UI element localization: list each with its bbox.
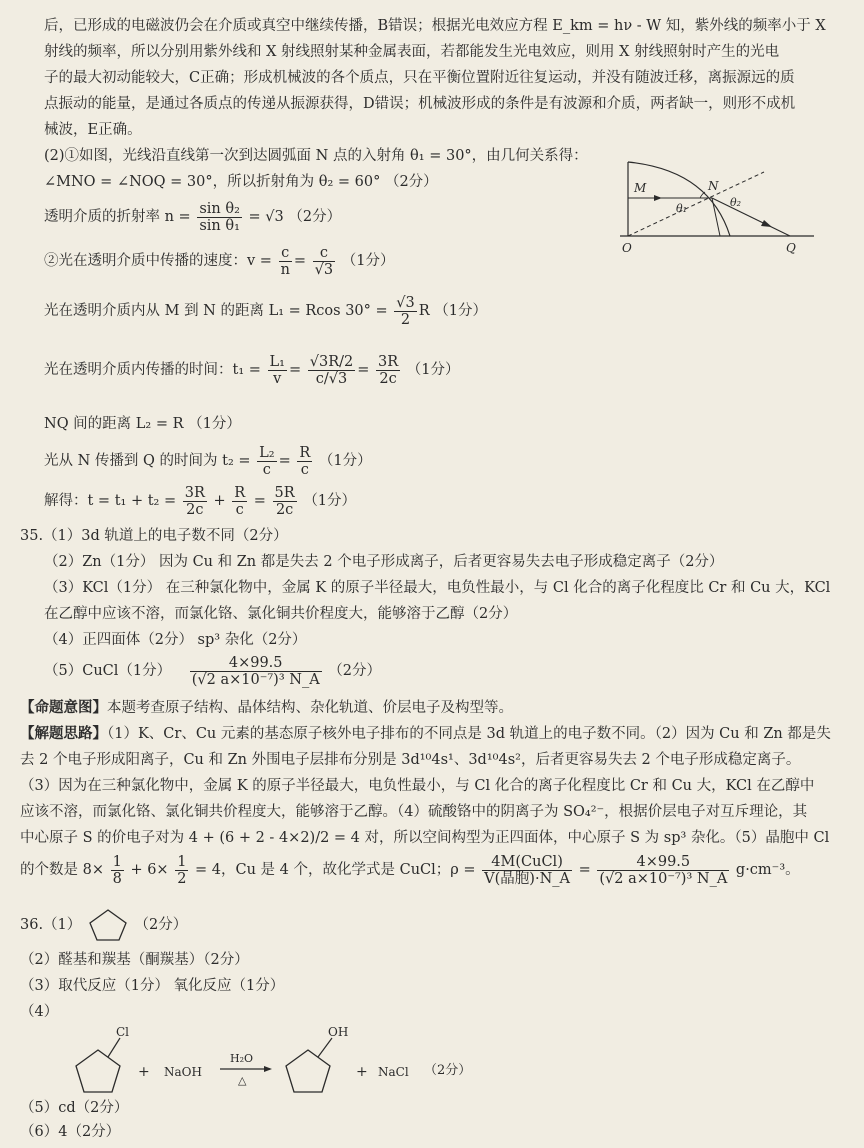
text-line: （4）正四面体（2分） sp³ 杂化（2分）: [44, 632, 307, 648]
bond: [318, 1038, 332, 1057]
fraction: [268, 354, 287, 387]
fraction: [197, 201, 242, 234]
numerator: 1: [112, 853, 122, 870]
text: 解得：t = t₁ + t₂ =: [44, 493, 177, 509]
text-line: （2）醛基和羰基（酮羰基）（2分）: [20, 952, 249, 968]
formula-line: ②光在透明介质中传播的速度：v = $\frac{c}{n}$ = $\frac{c}{√3}$ （1分）: [44, 244, 395, 278]
formula-line: [44, 654, 842, 688]
text-line: 射线的频率，所以分别用紫外线和 X 射线照射某种金属表面，若都能发生光电效应，则用 X 射线照射时产生的光电: [44, 44, 780, 60]
text-line: (2)①如图，光线沿直线第一次到达圆弧面 N 点的入射角 θ₁ = 30°，由几何关系得：: [44, 148, 588, 164]
fraction: [190, 655, 322, 688]
denominator: 2c: [186, 501, 204, 518]
atom-cl: Cl: [116, 1025, 130, 1039]
text-line: 中心原子 S 的价电子对为 4 + (6 + 2 - 4×2)/2 = 4 对，所以空间构型为正四面体，中心原子 S 为 sp³ 杂化。（5）晶胞中 Cl: [20, 830, 830, 846]
numerator: 4×99.5: [190, 655, 322, 672]
text: 光在透明介质内传播的时间：t₁ =: [44, 362, 261, 378]
optics-diagram: [614, 150, 820, 260]
formula-line: 光从 N 传播到 Q 的时间为 t₂ = $\frac{\text{L₂}}{c}$ = $\frac{R}{c}$ （1分）: [44, 444, 372, 478]
numerator: R: [299, 444, 311, 461]
text: ②光在透明介质中传播的速度：v =: [44, 253, 272, 269]
denominator: c: [300, 461, 309, 478]
fraction: [232, 485, 247, 518]
numerator: L₂: [259, 444, 275, 461]
denominator: 2c: [379, 370, 397, 387]
denominator: v: [273, 370, 282, 387]
fraction: [297, 445, 312, 478]
text: （1）K、Cr、Cu 元素的基态原子核外电子排布的不同点是 3d 轨道上的电子数不同。（2）因为 Cu 和 Zn 都是失: [107, 726, 831, 742]
text: （2分）: [328, 663, 382, 679]
fraction: [111, 854, 124, 887]
fraction: [175, 854, 188, 887]
denominator: 2c: [275, 501, 294, 518]
text-line: （2）Zn（1分） 因为 Cu 和 Zn 都是失去 2 个电子形成离子，后者更容易失去电子形成稳定离子（2分）: [44, 554, 724, 570]
tag-intent: 【命题意图】: [20, 699, 107, 716]
fraction: [394, 295, 416, 328]
tag-idea: 【解题思路】: [20, 725, 107, 742]
numerator: c: [279, 245, 292, 262]
numerator: sin θ₂: [199, 200, 240, 217]
fraction: [279, 245, 292, 278]
label-theta2: θ₂: [730, 196, 742, 209]
fraction: [183, 485, 207, 518]
formula-line: [20, 852, 842, 888]
text: （1分）: [406, 362, 460, 378]
text-line: （3）因为在三种氯化物中，金属 K 的原子半径最大，电负性最小，与 Cl 化合的离子化程度比 Cr 和 Cu 大，KCl 在乙醇中: [20, 778, 815, 794]
numerator: L₁: [269, 353, 285, 370]
text: +: [213, 493, 226, 509]
text: （1分）: [341, 253, 395, 269]
label-O: O: [622, 241, 632, 255]
formula-line: [44, 484, 842, 518]
text-line: （3）取代反应（1分） 氧化反应（1分）: [20, 978, 285, 994]
numerator: R: [234, 484, 246, 501]
cyclopentanol-ring: [286, 1050, 330, 1092]
plus-sign: +: [356, 1064, 368, 1080]
text: 光在透明介质内从 M 到 N 的距离 L₁ = Rcos 30° =: [44, 303, 388, 319]
fraction: [308, 354, 356, 387]
label-N: N: [708, 179, 719, 193]
numerator: 4×99.5: [597, 854, 729, 871]
denominator: n: [280, 261, 290, 278]
text: 的个数是 8×: [20, 862, 104, 878]
chord: [712, 198, 720, 236]
text: （2分）: [134, 917, 188, 933]
text-line: （6）4（2分）: [20, 1124, 121, 1140]
cyclopentane-structure: [86, 908, 130, 942]
bond: [108, 1038, 120, 1057]
text-line: 35.（1）3d 轨道上的电子数不同（2分）: [20, 528, 288, 544]
text-line: 子的最大初动能较大，C正确；形成机械波的各个质点，只在平衡位置附近往复运动，并没有随波迁移，离振源远的质: [44, 70, 795, 86]
text-line: （5）cd（2分）: [20, 1100, 129, 1116]
fraction: [257, 445, 276, 478]
text: 本题考查原子结构、晶体结构、杂化轨道、价层电子及构型等。: [107, 700, 513, 716]
denominator: (√2 a×10⁻⁷)³ N_A: [191, 671, 320, 688]
text: 透明介质的折射率 n =: [44, 209, 191, 225]
numerator: 4M(CuCl): [482, 854, 572, 871]
text: （5）CuCl（1分）: [44, 663, 172, 679]
text-line: （3）KCl（1分） 在三种氯化物中，金属 K 的原子半径最大，电负性最小，与 Cl 化合的离子化程度比 Cr 和 Cu 大，KCl: [44, 580, 831, 596]
numerator: 5R: [274, 484, 295, 501]
text-line: 应该不溶，而氯化铬、氯化铜共价程度大，能够溶于乙醇。（4）硫酸铬中的阴离子为 SO₄²⁻，根据价层电子对互斥理论，其: [20, 804, 808, 820]
angle-arc: [700, 192, 705, 198]
text-line: （4）: [20, 1004, 59, 1020]
text: 36.（1）: [20, 917, 82, 933]
numerator: 1: [177, 853, 187, 870]
condition-h2o: H₂O: [230, 1052, 254, 1065]
denominator: c: [262, 461, 271, 478]
denominator: c/√3: [315, 370, 348, 387]
text-line: ∠MNO = ∠NOQ = 30°，所以折射角为 θ₂ = 60° （2分）: [44, 174, 438, 190]
text-line: 械波，E正确。: [44, 122, 142, 138]
condition-heat: △: [238, 1074, 247, 1087]
text-line: NQ 间的距离 L₂ = R （1分）: [44, 416, 241, 432]
arrow-head: [264, 1066, 272, 1072]
chlorocyclopentane-ring: [76, 1050, 120, 1092]
text-line: [20, 724, 842, 744]
text-line: 在乙醇中应该不溶，而氯化铬、氯化铜共价程度大，能够溶于乙醇（2分）: [44, 606, 518, 622]
reagent-naoh: NaOH: [164, 1065, 202, 1079]
text: （1分）: [318, 453, 372, 469]
normal-dashed: [628, 172, 764, 236]
text-line: 后，已形成的电磁波仍会在介质或真空中继续传播，B错误；根据光电效应方程 E_km = hν - W 知，紫外线的频率小于 X: [44, 18, 826, 34]
denominator: √3: [314, 261, 334, 278]
text: R （1分）: [418, 303, 488, 319]
text: =: [253, 493, 266, 509]
denominator: 2: [400, 311, 411, 328]
fraction: [313, 245, 335, 278]
plus-sign: +: [138, 1064, 150, 1080]
denominator: sin θ₁: [199, 217, 240, 234]
fraction: [273, 485, 297, 518]
numerator: √3R/2: [309, 353, 354, 370]
fraction: [482, 854, 572, 887]
denominator: c: [235, 501, 244, 518]
numerator: 3R: [184, 484, 205, 501]
text-line: [20, 698, 842, 718]
ray-arrow: [654, 195, 662, 201]
numerator: √3: [396, 294, 415, 311]
text: = 4，Cu 是 4 个，故化学式是 CuCl；ρ =: [195, 862, 476, 878]
denominator: 2: [177, 870, 187, 887]
fraction: [597, 854, 729, 887]
numerator: c: [313, 245, 335, 262]
text: （1分）: [303, 493, 357, 509]
text: =: [578, 862, 591, 878]
formula-line: [44, 294, 842, 328]
text-line: [20, 908, 842, 942]
group-oh: OH: [328, 1025, 349, 1039]
product-nacl: NaCl: [378, 1065, 409, 1079]
text: 光从 N 传播到 Q 的时间为 t₂ =: [44, 453, 251, 469]
text: = √3 （2分）: [248, 209, 342, 225]
label-theta1: θ₁: [676, 202, 688, 215]
denominator: 8: [112, 870, 122, 887]
ray-arrow: [761, 220, 772, 227]
points: （2分）: [424, 1063, 472, 1078]
label-M: M: [634, 181, 647, 195]
text: g·cm⁻³。: [735, 862, 800, 878]
fraction: [376, 354, 400, 387]
text: + 6×: [130, 862, 169, 878]
refracted-ray: [712, 198, 790, 236]
denominator: V(晶胞)·N_A: [484, 870, 570, 887]
formula-line: 光在透明介质内传播的时间：t₁ = $\frac{\text{L₁}}{v}$ = $\frac{√3R/2}{c/√3}$ = $\frac{3R}{2c}$ （1分）: [44, 353, 460, 387]
reaction-scheme: [60, 1022, 500, 1104]
numerator: 3R: [378, 353, 399, 370]
label-Q: Q: [786, 241, 796, 255]
denominator: (√2 a×10⁻⁷)³ N_A: [599, 870, 728, 887]
text-line: 点振动的能量，是通过各质点的传递从振源获得，D错误；机械波形成的条件是有波源和介质，两者缺一，则形不成机: [44, 96, 796, 112]
text-line: 去 2 个电子形成阳离子，Cu 和 Zn 外围电子层排布分别是 3d¹⁰4s¹、3d¹⁰4s²，后者更容易失去 2 个电子形成稳定离子。: [20, 752, 801, 768]
